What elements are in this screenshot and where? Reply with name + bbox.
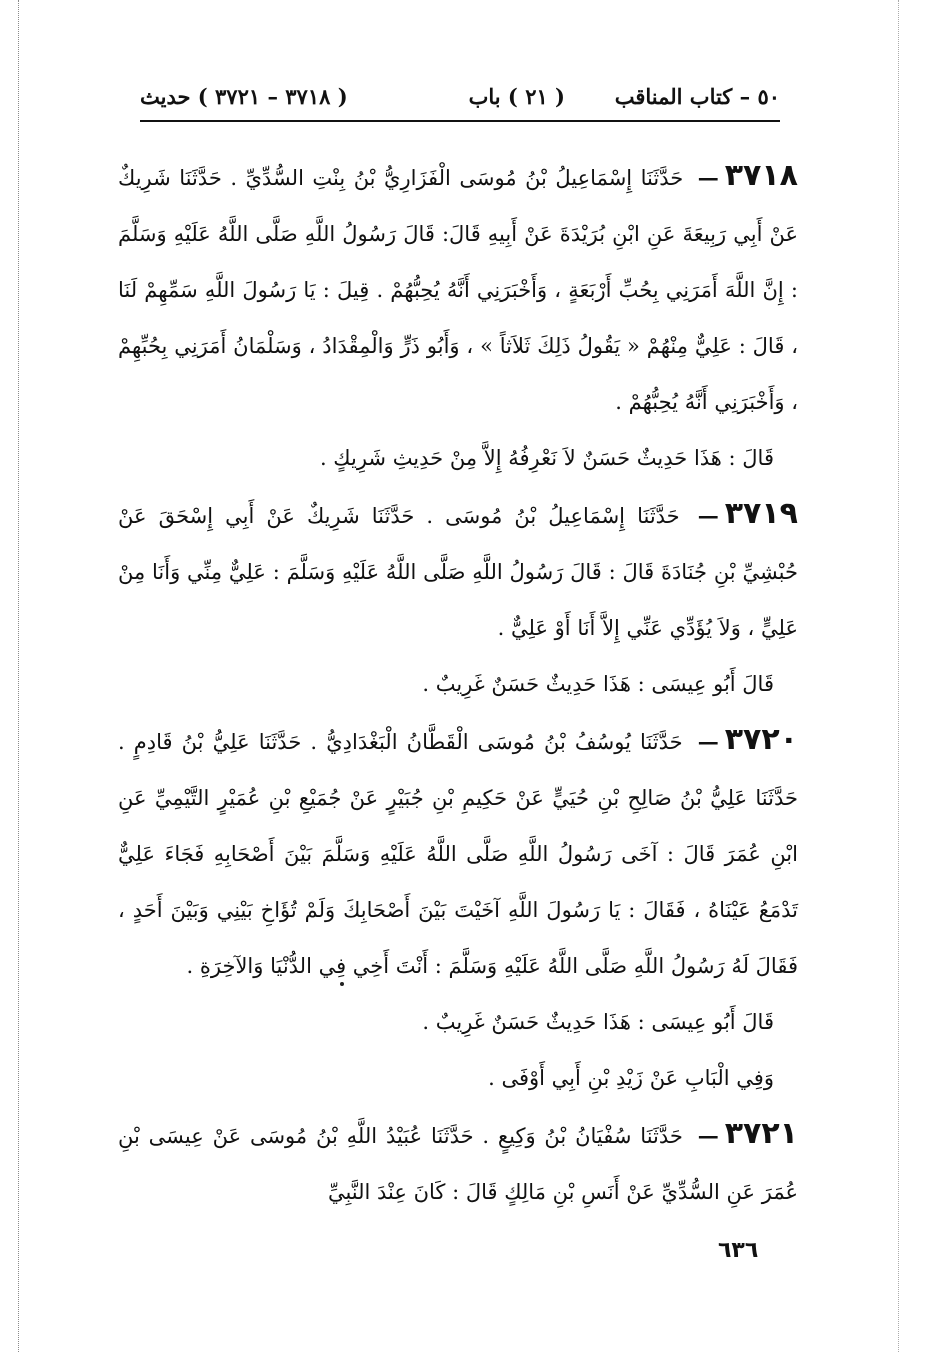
hadith-number: ٣٧٢٠ [724, 722, 798, 757]
hadith-dash: — [697, 503, 719, 528]
hadith-number: ٣٧١٩ [724, 496, 798, 531]
hadith-text-line: حَدَّثَنَا شَرِيكٌ عَنْ أَبِي رَبِيعَةَ عَنِ ابْنِ بُرَيْدَةَ عَنْ أَبِيهِ قَالَ: قَالَ رَسُولُ اللَّهِ صَلَّى اللَّهُ عَلَيْهِ وَسَلَّمَ : إِنَّ اللَّهَ أَمَرَنِي بِحُبِّ أَرْبَعَةٍ ، وَأَخْبَرَنِي أَنَّهُ يُحِبُّهُمْ . [118, 166, 798, 302]
hadith-text-line: حَدَّثَنَا إِسْمَاعِيلُ بْنُ مُوسَى الْفَزَارِيُّ بْنُ بِنْتِ السُّدِّيِّ . [230, 166, 684, 190]
hadith-3718 [118, 148, 798, 430]
chapter-label: ( ٢١ ) باب [468, 84, 565, 109]
hadith-3720 [118, 712, 798, 994]
hadith-3719 [118, 486, 798, 656]
hadith-text-line: حَدَّثَنَا إِسْمَاعِيلُ بْنُ مُوسَى . حَدَّثَنَا شَرِيكٌ عَنْ أَبِي إِسْحَقَ عَنْ حُبْشِيِّ بْنِ جُنَادَةَ قَالَ : قَالَ رَسُولُ اللَّهِ صَلَّى اللَّهُ عَلَيْهِ وَسَلَّمَ : عَلِيٌّ مِنِّي وَأَنَا مِنْ عَلِيٍّ ، وَلاَ يُؤَدِّي عَنِّي إِلاَّ أَنَا أَوْ عَلِيٌّ . [118, 504, 798, 640]
scan-edge-right [898, 0, 899, 1352]
page-number: ٦٣٦ [718, 1238, 759, 1263]
hadith-note: قَالَ : هَذَا حَدِيثٌ حَسَنٌ لاَ نَعْرِفُهُ إِلاَّ مِنْ حَدِيثِ شَرِيكٍ . [319, 446, 774, 470]
hadith-note: قَالَ أَبُو عِيسَى : هَذَا حَدِيثٌ حَسَنٌ غَرِيبٌ . [422, 1010, 774, 1034]
hadith-number: ٣٧٢١ [724, 1116, 798, 1151]
header-rule [140, 120, 780, 122]
hadith-note: وَفِي الْبَابِ عَنْ زَيْدِ بْنِ أَبِي أَوْفَى . [488, 1066, 774, 1090]
hadith-text-line: قِيلَ : يَا رَسُولَ اللَّهِ سَمِّهِمْ لَنَا ، قَالَ : عَلِيٌّ مِنْهُمْ « يَقُولُ ذَلِكَ ثَلاَثاً » ، وَأَبُو ذَرٍّ وَالْمِقْدَادُ ، وَسَلْمَانُ أَمَرَنِي بِحُبِّهِمْ ، وَأَخْبَرَنِي أَنَّهُ يُحِبُّهُمْ . [118, 278, 798, 414]
hadith-text-line: حَدَّثَنَا سُفْيَانُ بْنُ وَكِيعٍ . حَدَّثَنَا عُبَيْدُ اللَّهِ بْنُ مُوسَى عَنْ عِيسَى بْنِ عُمَرَ عَنِ السُّدِّيِّ عَنْ أَنَسِ بْنِ مَالِكٍ قَالَ : كَانَ عِنْدَ النَّبِيِّ [118, 1124, 798, 1204]
hadith-number: ٣٧١٨ [724, 158, 798, 193]
text-body [118, 148, 798, 1220]
scan-edge-left [18, 0, 19, 1352]
book-title: ٥٠ – كتاب المناقب [614, 84, 780, 109]
hadith-note: قَالَ أَبُو عِيسَى : هَذَا حَدِيثٌ حَسَنٌ غَرِيبٌ . [422, 672, 774, 696]
hadith-range: ( ٣٧١٨ – ٣٧٢١ ) حديث [140, 84, 348, 109]
page-header [140, 78, 780, 118]
hadith-dash: — [697, 729, 719, 754]
hadith-dash: — [697, 1123, 719, 1148]
stray-dot [340, 982, 344, 986]
hadith-text-line: حَدَّثَنَا يُوسُفُ بْنُ مُوسَى الْقَطَّانُ الْبَغْدَادِيُّ . حَدَّثَنَا عَلِيُّ بْنُ قَادِمٍ . حَدَّثَنَا عَلِيُّ بْنُ صَالِحِ بْنِ حُيَيٍّ عَنْ حَكِيمِ بْنِ جُبَيْرٍ عَنْ جُمَيْعِ بْنِ عُمَيْرٍ التَّيْمِيِّ عَنِ ابْنِ عُمَرَ قَالَ : آخَى رَسُولُ اللَّهِ صَلَّى اللَّهُ عَلَيْهِ وَسَلَّمَ بَيْنَ أَصْحَابِهِ فَجَاءَ عَلِيٌّ تَدْمَعُ عَيْنَاهُ ، فَقَالَ : يَا رَسُولَ اللَّهِ آخَيْتَ بَيْنَ أَصْحَابِكَ وَلَمْ تُؤَاخِ بَيْنِي وَبَيْنَ أَحَدٍ ، فَقَالَ لَهُ رَسُولُ اللَّهِ صَلَّى اللَّهُ عَلَيْهِ وَسَلَّمَ : أَنْتَ أَخِي فِي الدُّنْيَا وَالآخِرَةِ . [118, 730, 798, 978]
hadith-dash: — [697, 165, 719, 190]
hadith-3721 [118, 1106, 798, 1220]
